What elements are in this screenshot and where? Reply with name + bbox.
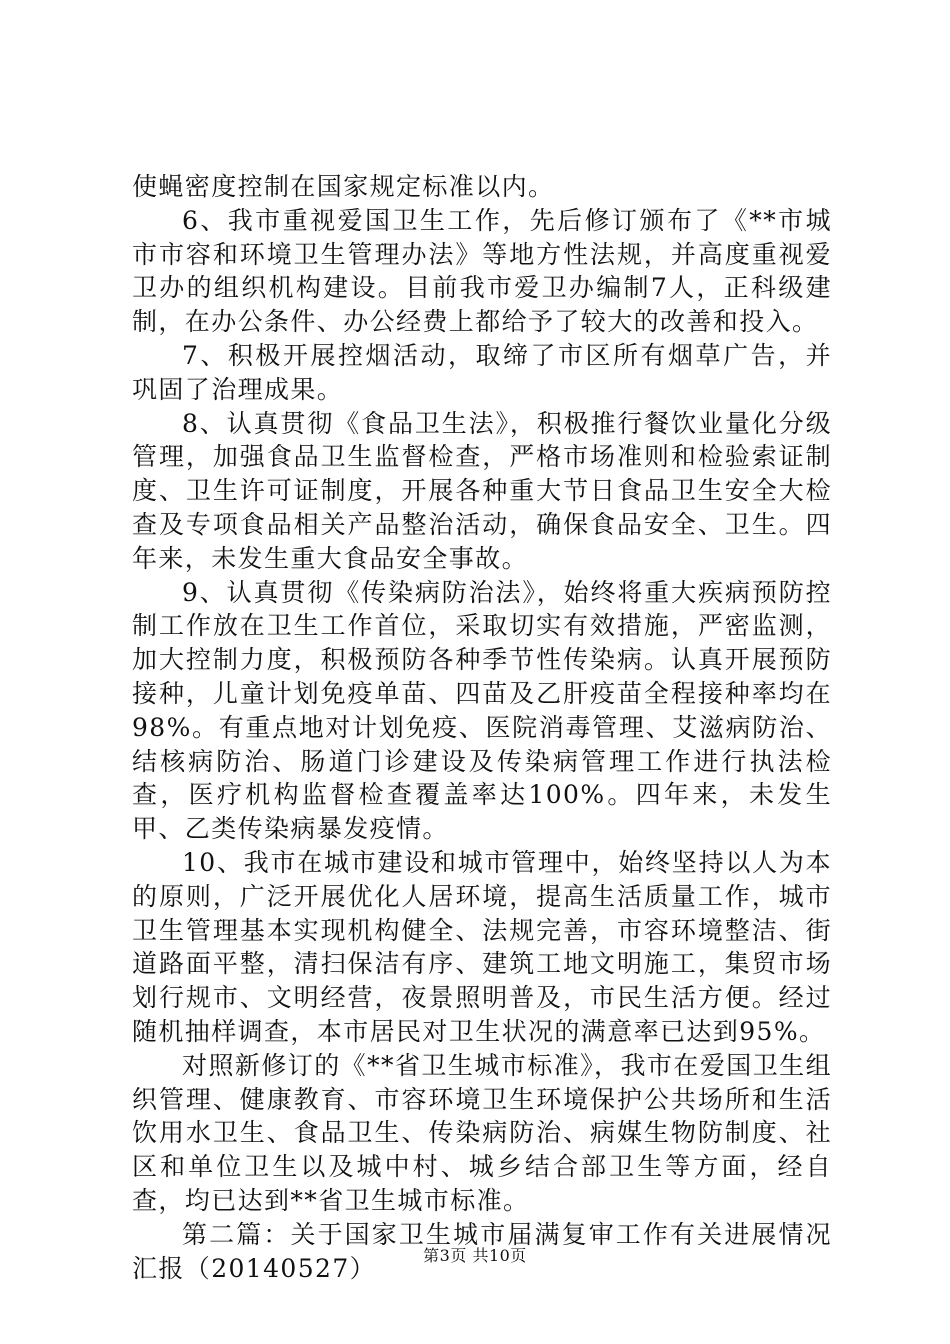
paragraph-item-9: 9、认真贯彻《传染病防治法》，始终将重大疾病预防控制工作放在卫生工作首位，采取切实有效措施，严密监测，加大控制力度，积极预防各种季节性传染病。认真开展预防接种，儿童计划免疫单苗、四苗及乙肝疫苗全程接种率均在98%。有重点地对计划免疫、医院消毒管理、艾滋病防治、结核病防治、肠道门诊建设及传染病管理工作进行执法检查，医疗机构监督检查覆盖率达100%。四年来，未发生甲、乙类传染病暴发疫情。 [132,577,832,844]
page-number-footer: 第3页 共10页 [423,1246,527,1265]
paragraph-continuation: 使蝇密度控制在国家规定标准以内。 [132,172,555,201]
paragraph-item-8: 8、认真贯彻《食品卫生法》，积极推行餐饮业量化分级管理，加强食品卫生监督检查，严格市场准则和检验索证制度、卫生许可证制度，开展各种重大节日食品卫生安全大检查及专项食品相关产品整治活动，确保食品安全、卫生。四年来，未发生重大食品安全事故。 [132,408,832,573]
paragraph-item-6: 6、我市重视爱国卫生工作，先后修订颁布了《**市城市市容和环境卫生管理办法》等地方性法规，并高度重视爱卫办的组织机构建设。目前我市爱卫办编制7人，正科级建制，在办公条件、办公经费上都给予了较大的改善和投入。 [132,205,832,337]
paragraph-item-10: 10、我市在城市建设和城市管理中，始终坚持以人为本的原则，广泛开展优化人居环境，提高生活质量工作，城市卫生管理基本实现机构健全、法规完善，市容环境整洁、街道路面平整，清扫保洁有序、建筑工地文明施工，集贸市场划行规市、文明经营，夜景照明普及，市民生活方便。经过随机抽样调查，本市居民对卫生状况的满意率已达到95%。 [132,847,832,1046]
paragraph-summary: 对照新修订的《**省卫生城市标准》，我市在爱国卫生组织管理、健康教育、市容环境卫生环境保护公共场所和生活饮用水卫生、食品卫生、传染病防治、病媒生物防制度、社区和单位卫生以及城中村、城乡结合部卫生等方面，经自查，均已达到**省卫生城市标准。 [132,1050,832,1215]
document-body [132,170,832,1285]
paragraph-item-7: 7、积极开展控烟活动，取缔了市区所有烟草广告，并巩固了治理成果。 [132,340,832,404]
section-heading-part-two: 第二篇：关于国家卫生城市届满复审工作有关进展情况汇报（20140527） [132,1219,832,1283]
